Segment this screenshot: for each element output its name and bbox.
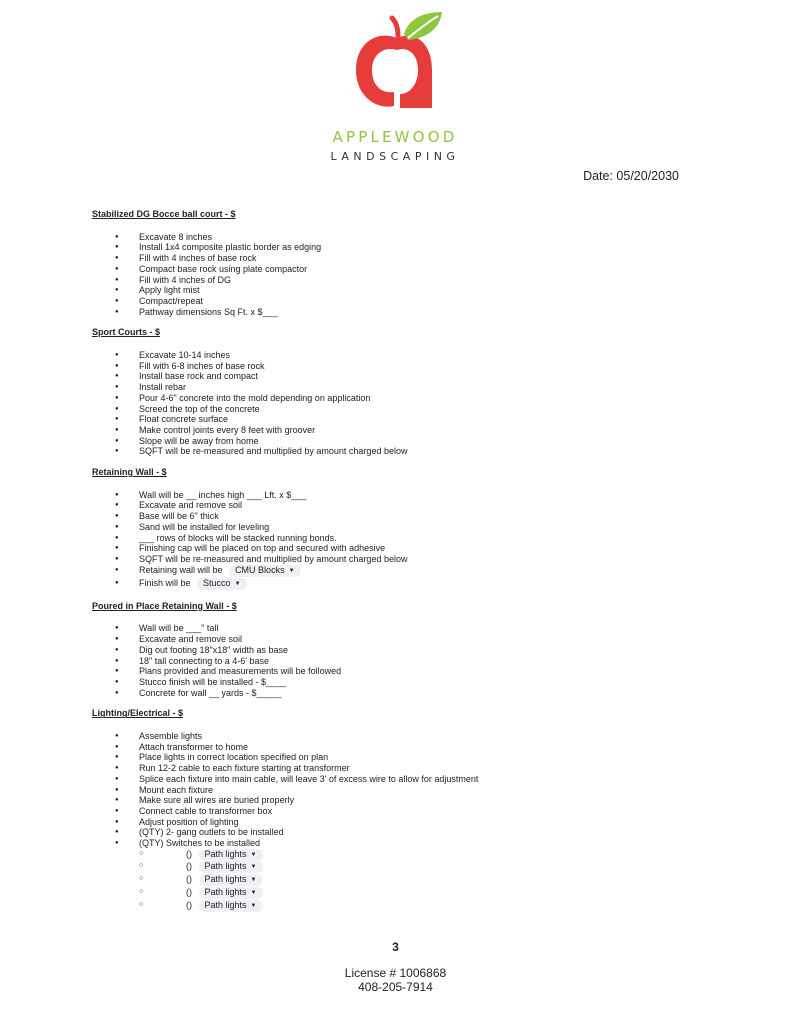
chip-label: Path lights (204, 861, 247, 872)
light-type-dropdown-chip[interactable] (199, 861, 263, 873)
list-item: ● Compact base rock using plate compactor (92, 264, 712, 275)
light-type-dropdown-chip[interactable] (199, 849, 263, 861)
sub-list-item (139, 887, 712, 900)
light-type-dropdown-chip[interactable] (199, 887, 263, 899)
list-item: ● Finishing cap will be placed on top and secured with adhesive (92, 543, 712, 554)
document-body (92, 209, 712, 912)
list-item: ● Plans provided and measurements will be followed (92, 666, 712, 677)
list-item: ● Excavate 10-14 inches (92, 350, 712, 361)
list-item: ● Stucco finish will be installed - $____ (92, 677, 712, 688)
list-item: ● Wall will be ___" tall (92, 623, 712, 634)
page-number: 3 (392, 940, 399, 954)
list-item: ● 18" tall connecting to a 4-6' base (92, 656, 712, 667)
finish-dropdown-chip[interactable] (197, 578, 246, 590)
material-dropdown-chip[interactable] (229, 565, 300, 577)
list-item: ● Pathway dimensions Sq Ft. x $___ (92, 307, 712, 318)
section-title: Sport Courts - $ (92, 327, 161, 338)
license-number: License # 1006868 (344, 966, 447, 980)
list-item: ● (QTY) 2- gang outlets to be installed (92, 827, 712, 838)
list-item: ● Install 1x4 composite plastic border as edging (92, 242, 712, 253)
section-list (92, 731, 712, 849)
list-item: ● Compact/repeat (92, 296, 712, 307)
chevron-down-icon: ▼ (250, 864, 257, 871)
footer-contact (0, 966, 791, 994)
list-item: ● Slope will be away from home (92, 436, 712, 447)
list-item: ● Run 12-2 cable to each fixture starting at transformer (92, 763, 712, 774)
logo (320, 10, 480, 163)
list-item: ● Excavate and remove soil (92, 500, 712, 511)
list-item: ● Mount each fixture (92, 785, 712, 796)
phone-number: 408-205-7914 (358, 980, 433, 994)
list-item (92, 578, 712, 591)
chip-label: Path lights (204, 874, 247, 885)
brand-subtitle: LANDSCAPING (330, 150, 460, 163)
chevron-down-icon: ▼ (250, 902, 257, 909)
list-item: ● Wall will be __ inches high ___ Lft. x $___ (92, 490, 712, 501)
section-list (92, 232, 712, 318)
sub-list-item (139, 900, 712, 913)
qty-placeholder: () (186, 861, 192, 872)
list-item: ● Make sure all wires are buried properly (92, 795, 712, 806)
chevron-down-icon: ▼ (288, 567, 295, 574)
list-item: ● Pour 4-6" concrete into the mold depending on application (92, 393, 712, 404)
chip-label: CMU Blocks (235, 564, 285, 575)
chip-label: Path lights (204, 899, 247, 910)
list-item: ● Install base rock and compact (92, 371, 712, 382)
sub-list-item (139, 849, 712, 862)
light-type-dropdown-chip[interactable] (199, 900, 263, 912)
qty-placeholder: () (186, 899, 192, 910)
section-title: Stabilized DG Bocce ball court - $ (92, 209, 236, 219)
sub-list (92, 849, 712, 912)
chevron-down-icon: ▼ (250, 851, 257, 858)
list-item: ● Splice each fixture into main cable, will leave 3' of excess wire to allow for adjustment (92, 774, 712, 785)
chip-label: Path lights (204, 848, 247, 859)
list-item: ● (QTY) Switches to be installed (92, 838, 712, 849)
list-item: ● Make control joints every 8 feet with groover (92, 425, 712, 436)
chevron-down-icon: ▼ (250, 877, 257, 884)
list-item: ● Excavate and remove soil (92, 634, 712, 645)
chevron-down-icon: ▼ (250, 889, 257, 896)
list-item: ● Concrete for wall __ yards - $_____ (92, 688, 712, 699)
light-type-dropdown-chip[interactable] (199, 874, 263, 886)
list-item: ● Dig out footing 18"x18" width as base (92, 645, 712, 656)
list-item: ● Fill with 4 inches of base rock (92, 253, 712, 264)
chip-label: Path lights (204, 886, 247, 897)
list-item-text: Finish will be (139, 577, 191, 588)
list-item-text: Retaining wall will be (139, 564, 223, 575)
list-item (92, 565, 712, 578)
apple-logo-icon (348, 10, 448, 115)
section-title: Poured in Place Retaining Wall - $ (92, 600, 237, 611)
list-item: ● SQFT will be re-measured and multiplied by amount charged below (92, 554, 712, 565)
chevron-down-icon: ▼ (234, 580, 241, 587)
list-item: ● Float concrete surface (92, 414, 712, 425)
list-item: ● ___ rows of blocks will be stacked running bonds. (92, 533, 712, 544)
list-item: ● Excavate 8 inches (92, 232, 712, 243)
list-item: ● Attach transformer to home (92, 742, 712, 753)
list-item: ● Fill with 6-8 inches of base rock (92, 361, 712, 372)
section-list (92, 490, 712, 591)
list-item: ● Screed the top of the concrete (92, 404, 712, 415)
list-item: ● Connect cable to transformer box (92, 806, 712, 817)
sub-list-item (139, 861, 712, 874)
chip-label: Stucco (203, 577, 231, 588)
section-title: Retaining Wall - $ (92, 467, 167, 478)
section-title: Lighting/Electrical - $ (92, 708, 184, 719)
list-item: ● Adjust position of lighting (92, 817, 712, 828)
section-list (92, 623, 712, 698)
list-item: ● Apply light mist (92, 285, 712, 296)
list-item: ● SQFT will be re-measured and multiplied by amount charged below (92, 446, 712, 457)
list-item: ● Place lights in correct location specified on plan (92, 752, 712, 763)
qty-placeholder: () (186, 886, 192, 897)
document-date: Date: 05/20/2030 (583, 169, 679, 183)
section-list (92, 350, 712, 457)
list-item: ● Assemble lights (92, 731, 712, 742)
qty-placeholder: () (186, 874, 192, 885)
list-item: ● Base will be 6" thick (92, 511, 712, 522)
list-item: ● Sand will be installed for leveling (92, 522, 712, 533)
sub-list-item (139, 874, 712, 887)
list-item: ● Fill with 4 inches of DG (92, 275, 712, 286)
list-item: ● Install rebar (92, 382, 712, 393)
qty-placeholder: () (186, 848, 192, 859)
brand-name: APPLEWOOD (332, 128, 458, 146)
